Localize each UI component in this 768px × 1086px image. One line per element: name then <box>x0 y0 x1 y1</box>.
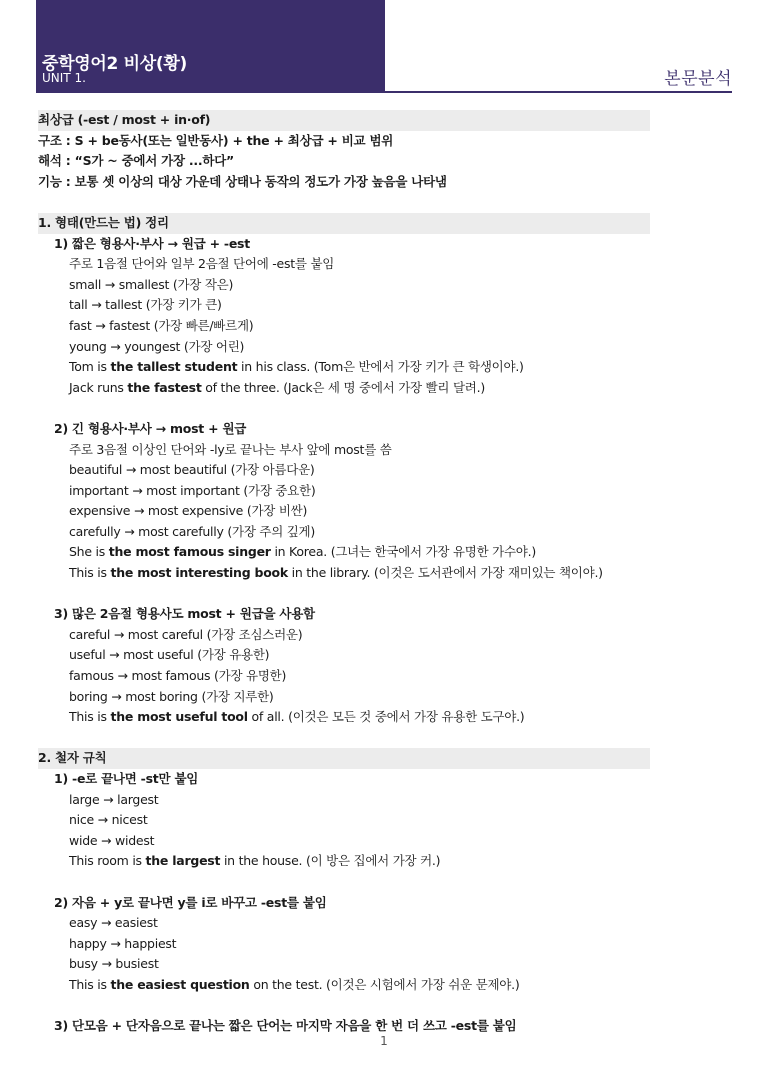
sentence-text: Tom is <box>69 359 111 375</box>
unit-label: UNIT 1. <box>42 71 86 85</box>
intro-structure: 구조 : S + be동사(또는 일반동사) + the + 최상급 + 비교 범위 <box>38 132 394 148</box>
sentence-emphasis: the tallest student <box>110 359 238 375</box>
sentence-text: in the library. (이것은 도서관에서 가장 재미있는 책이야.) <box>287 565 603 581</box>
sentence-emphasis: the largest <box>145 853 221 869</box>
example-line: fast → fastest (가장 빠른/빠르게) <box>69 317 254 333</box>
sentence-text: in his class. (Tom은 반에서 가장 키가 큰 학생이야.) <box>237 359 524 375</box>
example-line: easy → easiest <box>69 915 158 931</box>
page-number: 1 <box>380 1034 388 1048</box>
intro-function: 기능 : 보통 셋 이상의 대상 가운데 상태나 동작의 정도가 가장 높음을 나타냄 <box>38 173 447 189</box>
sentence-emphasis: the most interesting book <box>110 565 288 581</box>
spacer <box>38 398 650 419</box>
document-title: 중학영어2 비상(황) <box>42 54 187 74</box>
section2-sub2-heading: 2) 자음 + y로 끝나면 y를 i로 바꾸고 -est를 붙임 <box>54 894 327 910</box>
example-sentence <box>38 707 650 728</box>
example-line: careful → most careful (가장 조심스러운) <box>69 626 303 642</box>
example-sentence <box>38 851 650 872</box>
example-line: expensive → most expensive (가장 비싼) <box>69 503 308 519</box>
sentence-text: Jack runs <box>69 379 128 395</box>
sentence-text: on the test. (이것은 시험에서 가장 쉬운 문제야.) <box>249 976 520 992</box>
sentence-text: in Korea. (그녀는 한국에서 가장 유명한 가수야.) <box>270 544 536 560</box>
sentence-text: This is <box>69 976 111 992</box>
example-line: happy → happiest <box>69 935 177 951</box>
example-sentence <box>38 542 650 563</box>
spacer <box>38 192 650 213</box>
intro-heading: 최상급 (-est / most + in·of) <box>38 110 650 131</box>
intro-meaning: 해석 : “S가 ~ 중에서 가장 ...하다” <box>38 153 235 169</box>
header-divider <box>36 91 732 93</box>
spacer <box>38 996 650 1017</box>
example-line: young → youngest (가장 어린) <box>69 338 245 354</box>
example-sentence <box>38 563 650 584</box>
sentence-text: of the three. (Jack은 세 명 중에서 가장 빨리 달려.) <box>201 379 485 395</box>
header-banner <box>36 0 385 92</box>
section1-sub2-note: 주로 3음절 이상인 단어와 -ly로 끝나는 부사 앞에 most를 씀 <box>69 441 392 457</box>
example-line: boring → most boring (가장 지루한) <box>69 688 274 704</box>
example-sentence <box>38 975 650 996</box>
example-line: important → most important (가장 중요한) <box>69 482 316 498</box>
sentence-text: in the house. (이 방은 집에서 가장 커.) <box>220 853 441 869</box>
sentence-emphasis: the easiest question <box>110 976 250 992</box>
spacer <box>38 728 650 749</box>
sentence-emphasis: the fastest <box>127 379 202 395</box>
example-line: large → largest <box>69 791 159 807</box>
sentence-text: of all. (이것은 모든 것 중에서 가장 유용한 도구야.) <box>247 709 525 725</box>
spacer <box>38 872 650 893</box>
example-line: beautiful → most beautiful (가장 아름다운) <box>69 462 315 478</box>
example-sentence <box>38 357 650 378</box>
sentence-text: She is <box>69 544 109 560</box>
section-label: 본문분석 <box>664 69 732 89</box>
example-line: small → smallest (가장 작은) <box>69 276 234 292</box>
sentence-text: This is <box>69 709 111 725</box>
section2-sub3-heading: 3) 단모음 + 단자음으로 끝나는 짧은 단어는 마지막 자음을 한 번 더 쓰고 -est를 붙임 <box>54 1018 517 1034</box>
section1-sub1-heading: 1) 짧은 형용사·부사 → 원급 + -est <box>54 235 250 251</box>
section1-sub2-heading: 2) 긴 형용사·부사 → most + 원급 <box>54 420 247 436</box>
sentence-emphasis: the most useful tool <box>110 709 248 725</box>
spacer <box>38 584 650 605</box>
example-line: famous → most famous (가장 유명한) <box>69 668 287 684</box>
example-line: tall → tallest (가장 키가 큰) <box>69 297 222 313</box>
example-line: useful → most useful (가장 유용한) <box>69 647 270 663</box>
sentence-text: This is <box>69 565 111 581</box>
example-line: wide → widest <box>69 832 155 848</box>
section1-sub1-note: 주로 1음절 단어와 일부 2음절 단어에 -est를 붙임 <box>69 256 335 272</box>
section2-sub1-heading: 1) -e로 끝나면 -st만 붙임 <box>54 771 199 786</box>
example-line: busy → busiest <box>69 956 159 972</box>
sentence-emphasis: the most famous singer <box>108 544 271 560</box>
example-sentence <box>38 378 650 399</box>
document-body <box>38 110 650 1037</box>
section1-sub3-heading: 3) 많은 2음절 형용사도 most + 원급을 사용함 <box>54 606 315 622</box>
example-line: nice → nicest <box>69 812 148 828</box>
section1-heading: 1. 형태(만드는 법) 정리 <box>38 213 650 234</box>
example-line: carefully → most carefully (가장 주의 깊게) <box>69 523 316 539</box>
section2-heading: 2. 철자 규칙 <box>38 748 650 769</box>
sentence-text: This room is <box>69 853 146 869</box>
